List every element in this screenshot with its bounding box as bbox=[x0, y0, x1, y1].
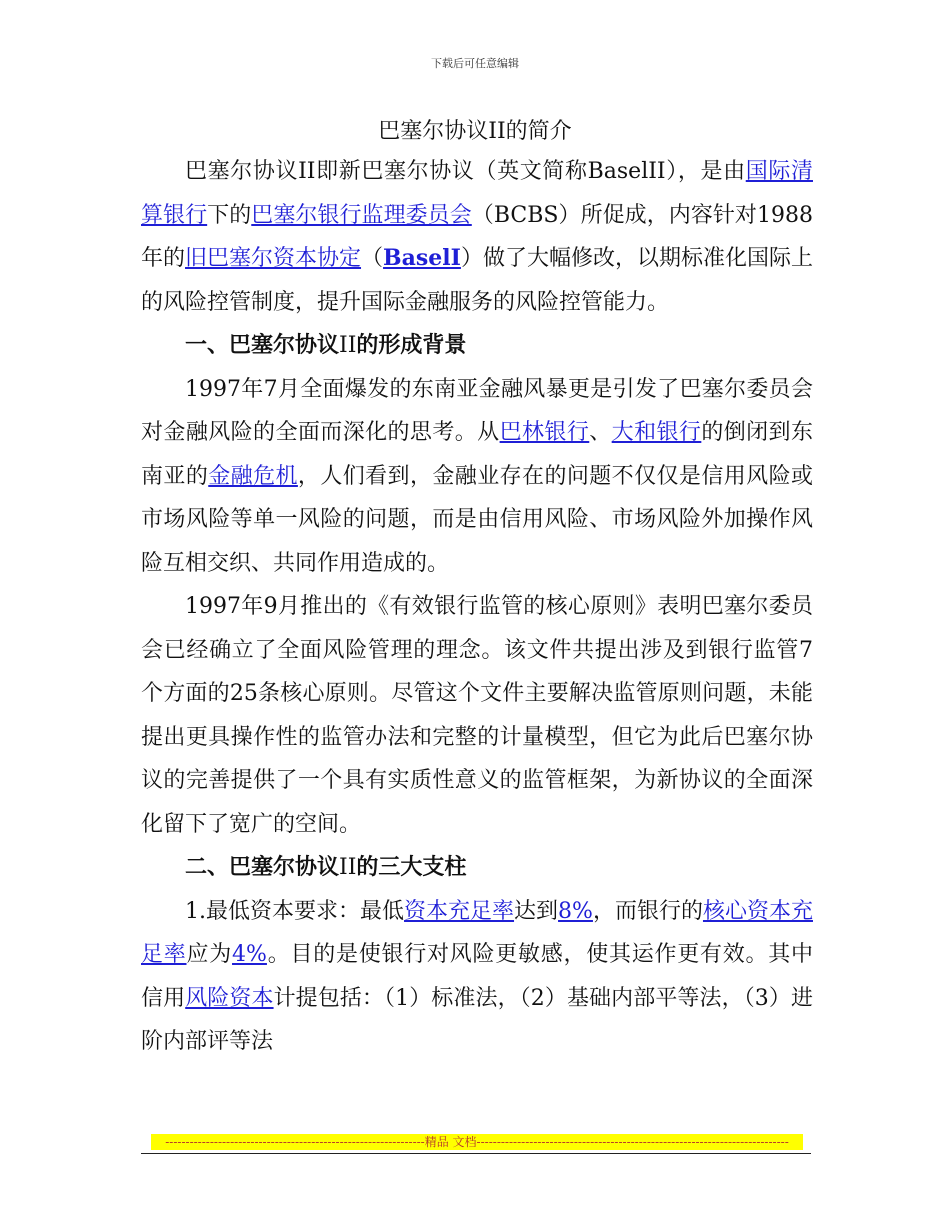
page-header-text: 下载后可任意编辑 bbox=[431, 57, 519, 70]
link-4-percent[interactable]: 4% bbox=[232, 942, 267, 967]
link-bcbs[interactable]: 巴塞尔银行监理委员会 bbox=[251, 202, 472, 228]
link-old-basel-accord[interactable]: 旧巴塞尔资本协定 bbox=[185, 246, 362, 271]
section-heading-background: 一、巴塞尔协议II的形成背景 bbox=[185, 333, 467, 358]
background-paragraph-2: 1997年9月推出的《有效银行监管的核心原则》表明巴塞尔委员会已经确立了全面风险管理的理念。该文件共提出涉及到银行监管7个方面的25条核心原则。尽管这个文件主要解决监管原则问题，未能提出更具操作性的监管办法和完整的计量模型，但它为此后巴塞尔协议的完善提供了一个具有实质性意义的监管框架，为新协议的全面深化留下了宽广的空间。 bbox=[141, 594, 813, 837]
link-8-percent[interactable]: 8% bbox=[558, 898, 593, 924]
link-basel-i[interactable]: BaselI bbox=[383, 245, 461, 271]
document-body bbox=[141, 150, 813, 1064]
link-capital-adequacy-ratio[interactable]: 资本充足率 bbox=[404, 898, 515, 924]
link-barings-bank[interactable]: 巴林银行 bbox=[499, 420, 590, 445]
footer-watermark-band: ----------------------------------------------------------------精品 文档----------------------------------------------------------------------------- bbox=[151, 1134, 803, 1150]
link-daiwa-bank[interactable]: 大和银行 bbox=[611, 420, 702, 445]
footer-divider bbox=[141, 1153, 811, 1154]
section-heading-three-pillars: 二、巴塞尔协议II的三大支柱 bbox=[185, 855, 467, 880]
background-paragraph-1: 1997年7月全面爆发的东南亚金融风暴更是引发了巴塞尔委员会对金融风险的全面而深化的思考。从巴林银行、大和银行的倒闭到东南亚的金融危机，人们看到，金融业存在的问题不仅仅是信用风险或市场风险等单一风险的问题，而是由信用风险、市场风险外加操作风险互相交织、共同作用造成的。 bbox=[141, 376, 813, 576]
document-title: 巴塞尔协议II的简介 bbox=[378, 119, 572, 144]
link-risk-capital[interactable]: 风险资本 bbox=[185, 985, 274, 1011]
link-core-capital-adequacy-ratio[interactable]: 核心资本充足率 bbox=[141, 898, 813, 967]
page-footer bbox=[141, 1134, 813, 1154]
pillar-one-paragraph: 1.最低资本要求：最低资本充足率达到8%，而银行的核心资本充足率应为4%。目的是使银行对风险更敏感，使其运作更有效。其中信用风险资本计提包括：（1）标准法，（2）基础内部平等法，（3）进阶内部评等法 bbox=[141, 898, 813, 1054]
link-bis[interactable]: 国际清算银行 bbox=[141, 159, 813, 228]
link-financial-crisis[interactable]: 金融危机 bbox=[208, 463, 298, 489]
intro-paragraph: 巴塞尔协议II即新巴塞尔协议（英文简称BaselII），是由国际清算银行下的巴塞尔银行监理委员会（BCBS）所促成，内容针对1988年的旧巴塞尔资本协定（BaselI）做了大幅修改，以期标准化国际上的风险控管制度，提升国际金融服务的风险控管能力。 bbox=[141, 159, 813, 315]
